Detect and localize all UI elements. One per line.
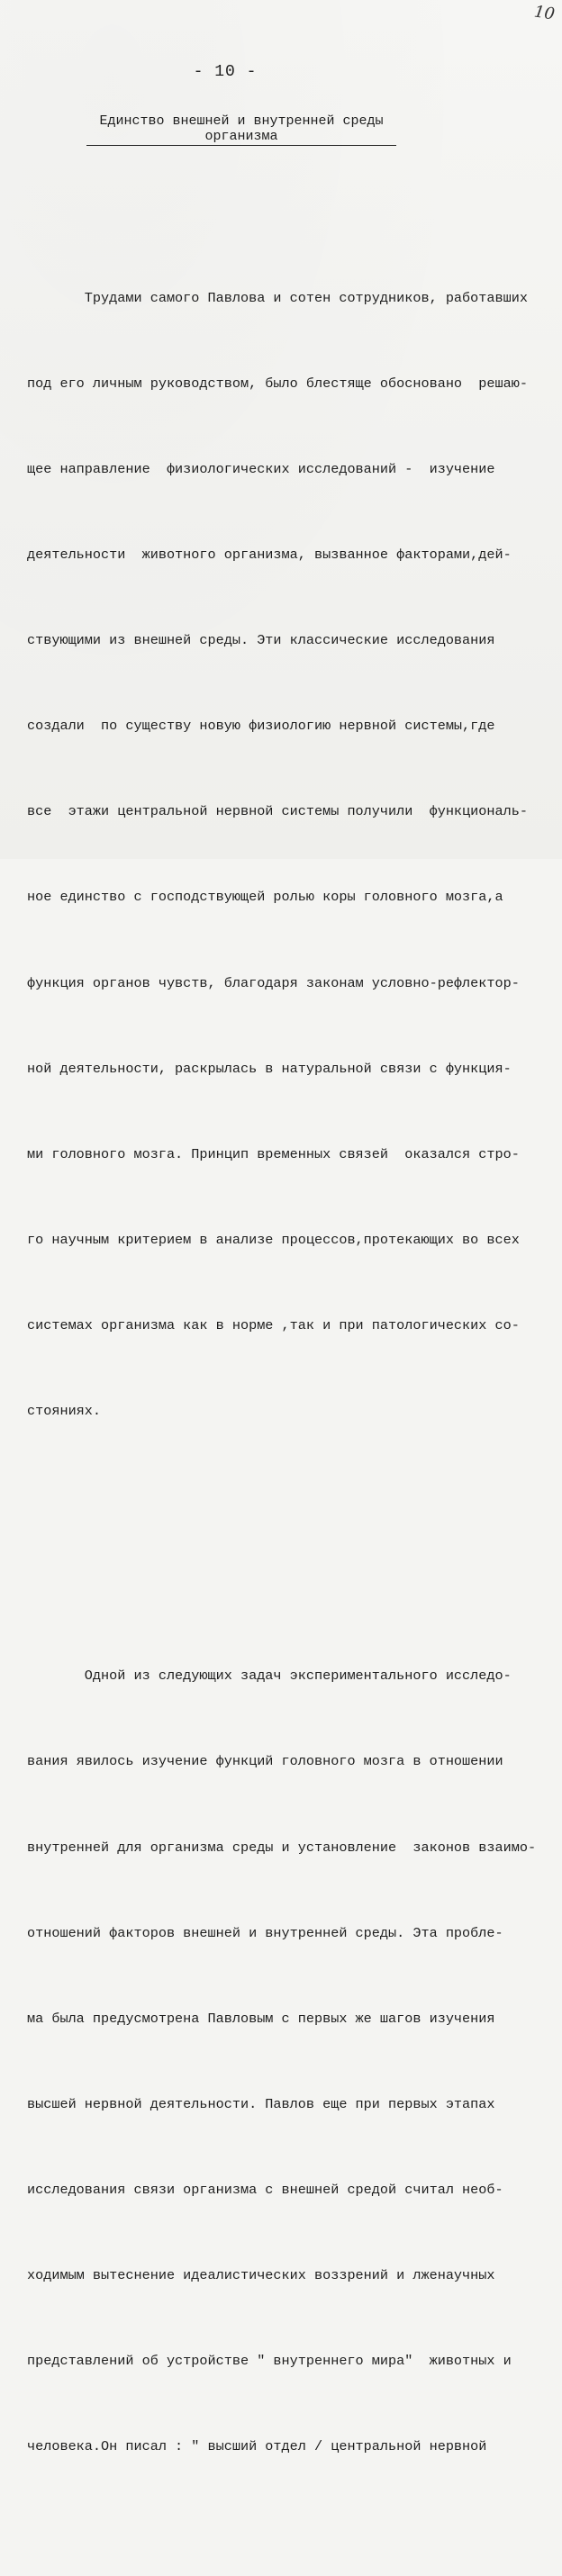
text-line: ми головного мозга. Принцип временных связей оказался стро- <box>27 1145 520 1162</box>
page-number: - 10 - <box>193 63 258 81</box>
text-line: ма была предусмотрена Павловым с первых же шагов изучения <box>27 2010 495 2027</box>
text-line: внутренней для организма среды и установление законов взаимо- <box>27 1839 537 1856</box>
text-line: ходимым вытеснение идеалистических воззрений и лженаучных <box>27 2267 495 2283</box>
text-line: системах организма как в норме ,так и при патологических со- <box>27 1316 520 1333</box>
text-line: го научным критерием в анализе процессов,протекающих во всех <box>27 1231 520 1248</box>
text-line: деятельности животного организма, вызванное факторами,дей- <box>27 547 512 564</box>
text-line: ное единство с господствующей ролью коры головного мозга,а <box>27 889 503 906</box>
text-line: ной деятельности, раскрылась в натуральной связи с функция- <box>27 1060 512 1077</box>
text-line: вания явилось изучение функций головного мозга в отношении <box>27 1753 503 1770</box>
text-line: функция органов чувств, благодаря законам условно-рефлектор- <box>27 974 520 991</box>
text-line: создали по существу новую физиологию нервной системы,где <box>27 718 495 735</box>
text-line: все этажи центральной нервной системы получили функциональ- <box>27 803 528 820</box>
text-line: Одной из следующих задач экспериментального исследо- <box>27 1668 512 1685</box>
text-line: представлений об устройстве " внутреннего мира" животных и <box>27 2353 512 2370</box>
text-line: Трудами самого Павлова и сотен сотрудников, работавших <box>27 289 528 306</box>
paragraph-1 <box>27 227 562 1483</box>
paragraph-2 <box>27 1605 562 2518</box>
text-line: отношений факторов внешней и внутренней среды. Эта пробле- <box>27 1924 503 1941</box>
text-line: человека.Он писал : " высший отдел / центральной нервной <box>27 2438 487 2455</box>
body-text <box>27 170 562 2576</box>
title-line-2: организма <box>86 129 396 146</box>
text-line: ствующими из внешней среды. Эти классические исследования <box>27 632 495 649</box>
handwritten-page-mark: 10 <box>532 2 557 24</box>
text-line: под его личным руководством, было блестяще обосновано решаю- <box>27 375 528 392</box>
text-line: щее направление физиологических исследований - изучение <box>27 461 495 477</box>
text-line: исследования связи организма с внешней средой считал необ- <box>27 2181 503 2198</box>
section-title <box>86 113 396 146</box>
paragraph-gap <box>27 1541 562 1549</box>
title-line-1: Единство внешней и внутренней среды <box>99 113 384 129</box>
text-line: стояниях. <box>27 1403 102 1420</box>
text-line: высшей нервной деятельности. Павлов еще при первых этапах <box>27 2095 495 2112</box>
